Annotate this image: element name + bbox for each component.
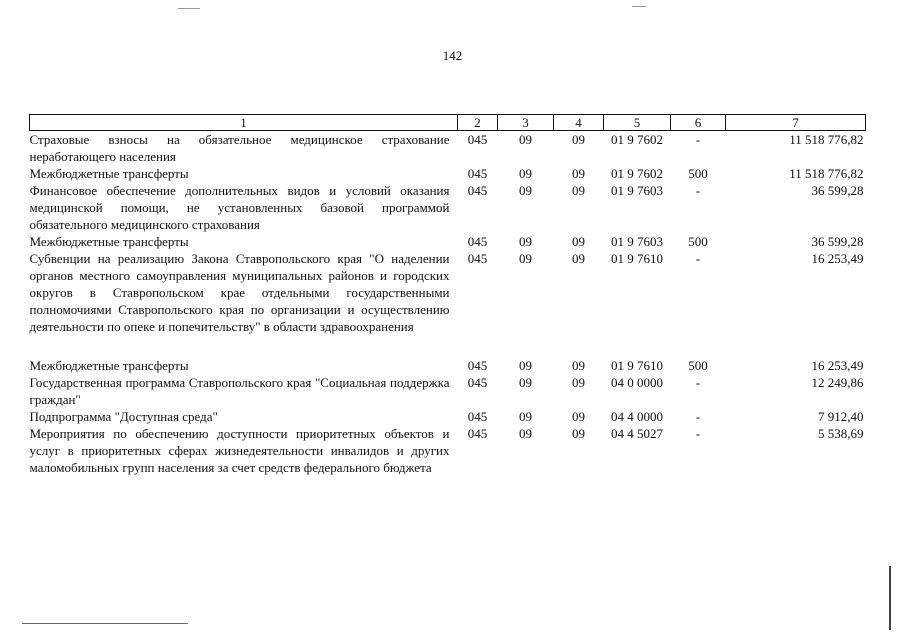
row-expense-type: 500 — [688, 358, 708, 373]
scan-edge-mark — [889, 566, 891, 630]
row-expense-type: 500 — [688, 234, 708, 249]
row-ministry-code: 045 — [467, 166, 488, 181]
row-amount: 16 253,49 — [811, 251, 864, 266]
table-row — [30, 233, 866, 250]
budget-table — [29, 114, 866, 476]
row-amount: 36 599,28 — [811, 234, 864, 249]
row-section-code: 09 — [519, 358, 532, 373]
row-section-code: 09 — [519, 234, 532, 249]
row-amount: 12 249,86 — [811, 375, 864, 390]
row-ministry-code: 045 — [467, 358, 488, 373]
footer-rule — [22, 623, 188, 624]
header-col-5: 5 — [604, 115, 671, 131]
row-description: Субвенции на реализацию Закона Ставропольского края "О наделении органов местного самоуправления муниципальных районов и городских округов в Ставропольском крае отдельными государственными полномочиями Ставропольского края по организации и осуществлению деятельности по опеке и попечительству" в области здравоохранения — [29, 251, 450, 334]
row-ministry-code: 045 — [467, 426, 488, 441]
row-subsection-code: 09 — [572, 183, 585, 198]
page-number: 142 — [442, 48, 463, 63]
row-description: Межбюджетные трансферты — [29, 166, 189, 181]
row-ministry-code: 045 — [467, 132, 488, 147]
row-amount: 7 912,40 — [818, 409, 864, 424]
row-amount: 11 518 776,82 — [789, 132, 864, 147]
row-target-code: 01 9 7602 — [611, 166, 663, 181]
row-amount: 16 253,49 — [811, 358, 864, 373]
row-target-code: 01 9 7603 — [611, 183, 663, 198]
header-col-2: 2 — [458, 115, 498, 131]
table-row — [30, 182, 866, 233]
row-ministry-code: 045 — [467, 234, 488, 249]
row-expense-type: - — [695, 426, 701, 441]
row-amount: 11 518 776,82 — [789, 166, 864, 181]
table-row — [30, 374, 866, 408]
header-col-3: 3 — [498, 115, 554, 131]
table-spacer-row — [30, 335, 866, 357]
row-expense-type: - — [695, 132, 701, 147]
header-col-4: 4 — [554, 115, 604, 131]
row-section-code: 09 — [519, 183, 532, 198]
row-target-code: 01 9 7610 — [611, 251, 663, 266]
table-body — [30, 131, 866, 477]
row-target-code: 04 0 0000 — [611, 375, 663, 390]
table-row — [30, 357, 866, 374]
row-target-code: 01 9 7610 — [611, 358, 663, 373]
table-row — [30, 408, 866, 425]
row-expense-type: 500 — [688, 166, 708, 181]
header-col-6: 6 — [671, 115, 726, 131]
row-section-code: 09 — [519, 426, 532, 441]
row-amount: 36 599,28 — [811, 183, 864, 198]
row-subsection-code: 09 — [572, 234, 585, 249]
row-section-code: 09 — [519, 166, 532, 181]
budget-table-container — [29, 114, 865, 476]
row-subsection-code: 09 — [572, 166, 585, 181]
row-subsection-code: 09 — [572, 375, 585, 390]
scan-speck — [178, 8, 200, 9]
header-col-1: 1 — [30, 115, 458, 131]
row-section-code: 09 — [519, 375, 532, 390]
row-description: Государственная программа Ставропольского края "Социальная поддержка граждан" — [29, 375, 450, 407]
header-col-7: 7 — [726, 115, 866, 131]
table-row — [30, 165, 866, 182]
row-description: Страховые взносы на обязательное медицинское страхование неработающего населения — [29, 132, 450, 164]
row-expense-type: - — [695, 409, 701, 424]
row-ministry-code: 045 — [467, 251, 488, 266]
row-expense-type: - — [695, 375, 701, 390]
row-amount: 5 538,69 — [818, 426, 864, 441]
row-target-code: 01 9 7602 — [611, 132, 663, 147]
row-section-code: 09 — [519, 132, 532, 147]
scan-speck — [632, 6, 646, 7]
row-target-code: 04 4 5027 — [611, 426, 663, 441]
row-description: Межбюджетные трансферты — [29, 358, 189, 373]
row-subsection-code: 09 — [572, 426, 585, 441]
row-subsection-code: 09 — [572, 251, 585, 266]
row-subsection-code: 09 — [572, 358, 585, 373]
row-section-code: 09 — [519, 409, 532, 424]
table-header — [30, 115, 866, 131]
row-description: Подпрограмма "Доступная среда" — [29, 409, 218, 424]
row-target-code: 04 4 0000 — [611, 409, 663, 424]
row-ministry-code: 045 — [467, 375, 488, 390]
row-ministry-code: 045 — [467, 183, 488, 198]
row-description: Мероприятия по обеспечению доступности приоритетных объектов и услуг в приоритетных сферах жизнедеятельности инвалидов и других маломобильных групп населения за счет средств федерального бюджета — [29, 426, 450, 475]
row-expense-type: - — [695, 183, 701, 198]
row-description: Межбюджетные трансферты — [29, 234, 189, 249]
row-description: Финансовое обеспечение дополнительных видов и условий оказания медицинской помощи, не установленных базовой программой обязательного медицинского страхования — [29, 183, 450, 232]
row-target-code: 01 9 7603 — [611, 234, 663, 249]
row-subsection-code: 09 — [572, 132, 585, 147]
row-ministry-code: 045 — [467, 409, 488, 424]
row-subsection-code: 09 — [572, 409, 585, 424]
header-row — [30, 115, 866, 131]
row-expense-type: - — [695, 251, 701, 266]
table-row — [30, 250, 866, 335]
table-row — [30, 425, 866, 476]
row-section-code: 09 — [519, 251, 532, 266]
table-row — [30, 131, 866, 166]
